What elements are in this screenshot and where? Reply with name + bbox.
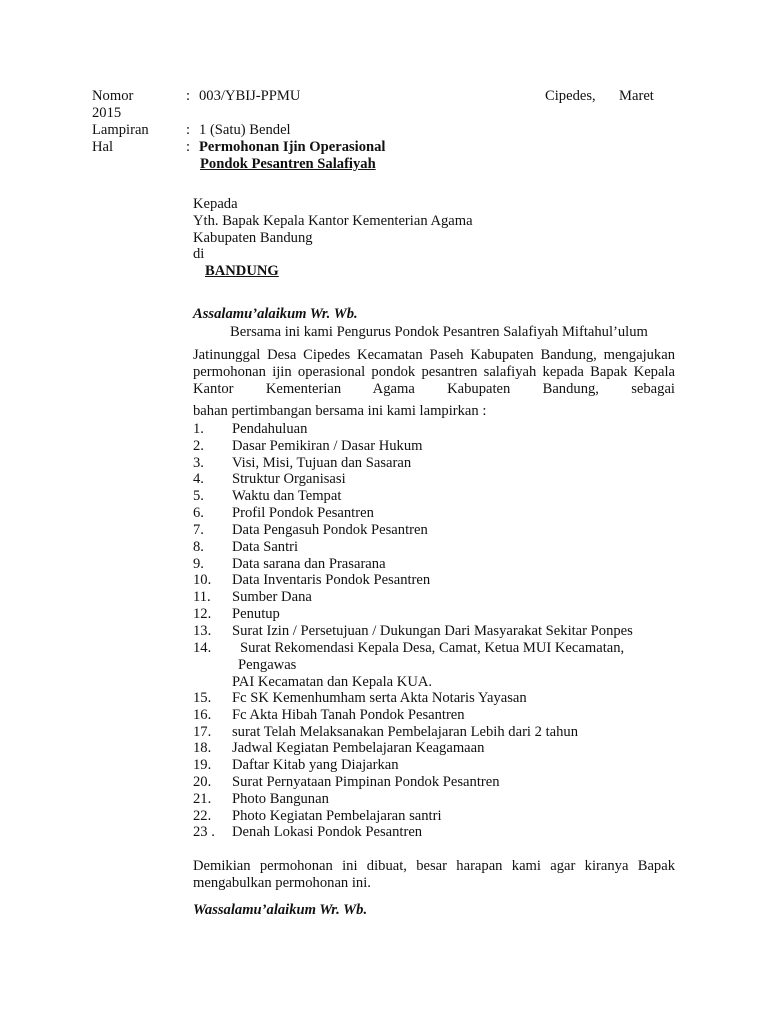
place-date-month: Maret [619,88,654,104]
closing-line2: mengabulkan permohonan ini. [193,875,371,891]
intro-paragraph: Jatinunggal Desa Cipedes Kecamatan Paseh Kabupaten Bandung, mengajukan permohonan ijin operasional pondok pesantren salafiyah kepada Bapak Kepala Kantor Kementerian Agama Kabupaten Bandung, sebagai [193,347,675,397]
place-date-city: Cipedes, [545,88,596,104]
list-item-number: 22. [193,808,212,824]
recipient-line1: Yth. Bapak Kepala Kantor Kementerian Agama [193,213,473,229]
list-item-14-line3: PAI Kecamatan dan Kepala KUA. [232,674,433,690]
list-item-number: 12. [193,606,212,622]
list-item-number: 2. [193,438,204,454]
closing-line1: Demikian permohonan ini dibuat, besar harapan kami agar kiranya Bapak [193,858,675,874]
list-item-number: 15. [193,690,212,706]
lampiran-label: Lampiran [92,122,149,138]
list-item-number: 7. [193,522,204,538]
nomor-colon: : [186,88,191,104]
list-item: Surat Izin / Persetujuan / Dukungan Dari Masyarakat Sekitar Ponpes [232,623,633,639]
list-item: Fc SK Kemenhumham serta Akta Notaris Yayasan [232,690,527,706]
list-item-number: 14. [193,640,212,656]
list-item-number: 20. [193,774,212,790]
nomor-label: Nomor [92,88,134,104]
place-date-year: 2015 [92,105,122,121]
nomor-value: 003/YBIJ-PPMU [199,88,301,104]
list-item: Photo Bangunan [232,791,329,807]
list-item-number: 9. [193,556,204,572]
list-item-number: 18. [193,740,212,756]
recipient-line2: Kabupaten Bandung [193,230,313,246]
lampiran-value: 1 (Satu) Bendel [199,122,291,138]
greeting: Assalamu’alaikum Wr. Wb. [193,306,358,322]
recipient-city: BANDUNG [205,263,279,279]
list-item-number: 6. [193,505,204,521]
list-item-number: 13. [193,623,212,639]
hal-subject-line1: Permohonan Ijin Operasional [199,139,386,155]
list-item: Sumber Dana [232,589,312,605]
list-item: Waktu dan Tempat [232,488,342,504]
intro-last-line: bahan pertimbangan bersama ini kami lampirkan : [193,403,487,419]
list-item: Data Pengasuh Pondok Pesantren [232,522,428,538]
list-item-number: 17. [193,724,212,740]
lampiran-colon: : [186,122,191,138]
list-item: Struktur Organisasi [232,471,346,487]
list-item-14-line1: Surat Rekomendasi Kepala Desa, Camat, Ketua MUI Kecamatan, [240,640,625,656]
list-item: Data Inventaris Pondok Pesantren [232,572,431,588]
list-item-number: 8. [193,539,204,555]
list-item-number: 4. [193,471,204,487]
hal-colon: : [186,139,191,155]
recipient-kepada: Kepada [193,196,238,212]
list-item-number: 23 . [193,824,215,840]
list-item: Daftar Kitab yang Diajarkan [232,757,399,773]
list-item-number: 10. [193,572,212,588]
list-item: Jadwal Kegiatan Pembelajaran Keagamaan [232,740,485,756]
list-item-14-line2: Pengawas [238,657,297,673]
list-item-number: 5. [193,488,204,504]
list-item: Denah Lokasi Pondok Pesantren [232,824,423,840]
list-item: surat Telah Melaksanakan Pembelajaran Lebih dari 2 tahun [232,724,578,740]
hal-subject-line2: Pondok Pesantren Salafiyah [200,156,376,172]
list-item-number: 3. [193,455,204,471]
list-item: Dasar Pemikiran / Dasar Hukum [232,438,423,454]
list-item: Surat Pernyataan Pimpinan Pondok Pesantren [232,774,500,790]
list-item: Photo Kegiatan Pembelajaran santri [232,808,442,824]
hal-label: Hal [92,139,114,155]
farewell: Wassalamu’alaikum Wr. Wb. [193,902,368,918]
list-item-number: 19. [193,757,212,773]
list-item-number: 11. [193,589,211,605]
list-item: Visi, Misi, Tujuan dan Sasaran [232,455,412,471]
list-item-number: 21. [193,791,212,807]
list-item: Penutup [232,606,280,622]
list-item: Data Santri [232,539,299,555]
list-item-number: 1. [193,421,204,437]
list-item: Data sarana dan Prasarana [232,556,386,572]
list-item-number: 16. [193,707,212,723]
list-item: Fc Akta Hibah Tanah Pondok Pesantren [232,707,465,723]
list-item: Pendahuluan [232,421,308,437]
intro-first-line: Bersama ini kami Pengurus Pondok Pesantren Salafiyah Miftahul’ulum [230,324,648,340]
recipient-di: di [193,246,205,262]
list-item: Profil Pondok Pesantren [232,505,374,521]
